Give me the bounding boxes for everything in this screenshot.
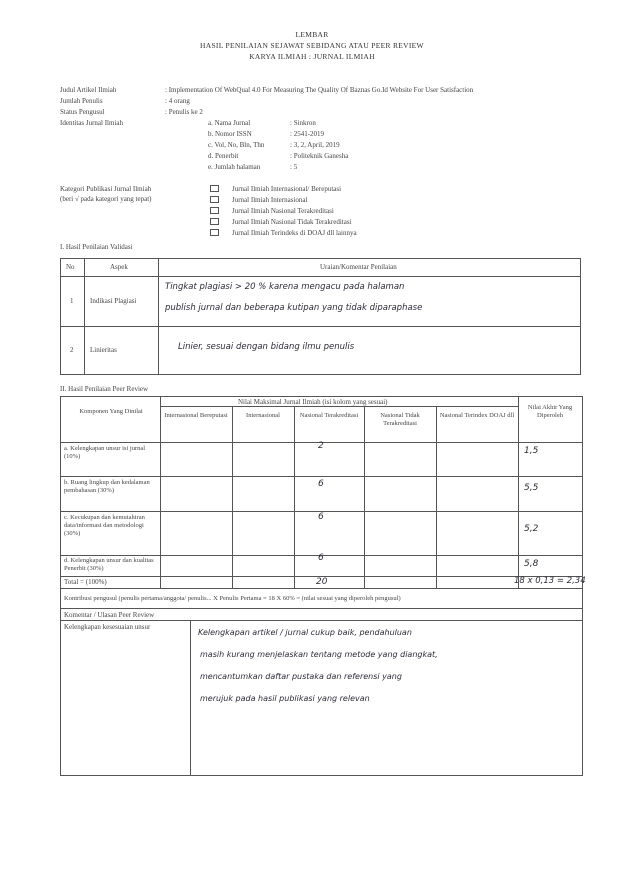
nilai-akhir: 5,8 <box>524 559 539 569</box>
field-value: : 5 <box>290 163 298 171</box>
status-label: Status Pengusul <box>60 108 105 116</box>
kategori-checkbox[interactable] <box>210 185 219 192</box>
subcol: Internasional Bereputasi <box>164 412 228 419</box>
subcol: Nasional Tidak Terakreditasi <box>380 412 420 427</box>
subcol: Internasional <box>246 412 280 419</box>
field-key: d. Penerbit <box>208 152 239 160</box>
handwritten-comment: Tingkat plagiasi > 20 % karena mengacu pada halaman <box>165 282 405 292</box>
handwritten-comment: publish jurnal dan beberapa kutipan yang tidak diparaphase <box>165 303 423 313</box>
komponen-label: d. Kelengkapan unsur dan kualitas Penerbit (30%) <box>64 557 154 572</box>
identitas-label: Identitas Jurnal Ilmiah <box>60 119 123 127</box>
total-max: 20 <box>316 577 328 587</box>
penulis-label: Jumlah Penulis <box>60 97 103 105</box>
total-akhir: 18 x 0,13 = 2,34 <box>514 576 586 586</box>
kategori-option: Jurnal Ilmiah Terindeks di DOAJ dll lainnya <box>232 229 357 237</box>
field-key: e. Jumlah halaman <box>208 163 261 171</box>
kategori-checkbox[interactable] <box>210 196 219 203</box>
kategori-note: (beri √ pada kategori yang tepat) <box>60 195 152 203</box>
field-value: : Politeknik Ganesha <box>290 152 349 160</box>
row-no: 1 <box>70 297 74 305</box>
handwritten-review: masih kurang menjelaskan tentang metode yang diangkat, <box>200 650 438 659</box>
header-subtitle: HASIL PENILAIAN SEJAWAT SEBIDANG ATAU PEER REVIEW <box>200 41 424 50</box>
judul-label: Judul Artikel Ilmiah <box>60 86 117 94</box>
col-uraian: Uraian/Komentar Penilaian <box>320 263 397 271</box>
handwritten-comment: Linier, sesuai dengan bidang ilmu penulis <box>178 342 355 352</box>
nilai-maks: 6 <box>318 479 324 489</box>
kontribusi-text: Kontribusi pengusul (penulis pertama/anggota/ penulis... X Penulis Pertama = 18 X 60% = (nilai sesuai yang diperoleh pengusul) <box>64 595 401 602</box>
field-key: b. Nomor ISSN <box>208 130 252 138</box>
field-key: c. Vol, No, Bln, Thn <box>208 141 265 149</box>
handwritten-review: merujuk pada hasil publikasi yang relevan <box>200 694 370 703</box>
nilai-maks: 6 <box>318 553 324 563</box>
kategori-option: Jurnal Ilmiah Nasional Terakreditasi <box>232 207 334 215</box>
field-value: : 3, 2, April, 2019 <box>290 141 340 149</box>
field-value: : 2541-2019 <box>290 130 325 138</box>
field-key: a. Nama Jurnal <box>208 119 251 127</box>
section1-title: I. Hasil Penilaian Validasi <box>60 243 133 251</box>
komentar-label: Komentar / Ulasan Peer Review <box>64 611 155 619</box>
kategori-label: Kategori Publikasi Jurnal Ilmiah <box>60 185 152 193</box>
col-komponen: Komponen Yang Dinilai <box>79 408 143 415</box>
field-value: : Sinkron <box>290 119 316 127</box>
header-karya: KARYA ILMIAH : JURNAL ILMIAH <box>249 52 375 61</box>
nilai-akhir: 5,2 <box>524 524 539 534</box>
section2-title: II. Hasil Penilaian Peer Review <box>60 385 149 393</box>
nilai-akhir: 1,5 <box>524 446 539 456</box>
col-aspek: Aspek <box>110 263 128 271</box>
penulis-value: : 4 orang <box>165 97 190 105</box>
judul-value: : Implementation Of WebQual 4.0 For Measuring The Quality Of Baznas Go.Id Website For User Satisfaction <box>165 86 474 94</box>
row-no: 2 <box>70 346 74 354</box>
subcol: Nasional Terindex DOAJ dll <box>439 412 515 419</box>
kategori-checkbox[interactable] <box>210 207 219 214</box>
kategori-checkbox[interactable] <box>210 229 219 236</box>
handwritten-review: mencantumkan daftar pustaka dan referensi yang <box>200 672 402 681</box>
col-no: No <box>66 263 75 271</box>
nilai-maks: 2 <box>318 441 324 451</box>
status-value: : Penulis ke 2 <box>165 108 203 116</box>
col-nilai-maks: Nilai Maksimal Jurnal Ilmiah (isi kolom yang sesuai) <box>238 398 388 406</box>
kategori-checkbox[interactable] <box>210 218 219 225</box>
kategori-option: Jurnal Ilmiah Nasional Tidak Terakreditasi <box>232 218 352 226</box>
total-label: Total = (100%) <box>64 578 107 586</box>
nilai-maks: 6 <box>318 512 324 522</box>
komponen-label: a. Kelengkapan unsur isi jurnal (10%) <box>64 445 146 460</box>
header-title: LEMBAR <box>295 30 329 39</box>
nilai-akhir: 5,5 <box>524 483 539 493</box>
kategori-option: Jurnal Ilmiah Internasional <box>232 196 308 204</box>
komponen-label: c. Kecukupan dan kemutahiran data/informasi dan metodologi (30%) <box>64 514 145 537</box>
row-aspek: Linieritas <box>90 346 117 354</box>
handwritten-review: Kelengkapan artikel / jurnal cukup baik, pendahuluan <box>198 628 412 637</box>
subcol: Nasional Terakreditasi <box>299 412 359 419</box>
komponen-label: b. Ruang lingkup dan kedalaman pembahasan (30%) <box>64 479 150 494</box>
col-nilai-akhir: Nilai Akhir Yang Diperoleh <box>527 404 573 419</box>
kategori-option: Jurnal Ilmiah Internasional/ Bereputasi <box>232 185 342 193</box>
row-aspek: Indikasi Plagiasi <box>90 297 137 305</box>
kelengkapan-label: Kelengkapan kesesuaian unsur <box>64 623 151 631</box>
